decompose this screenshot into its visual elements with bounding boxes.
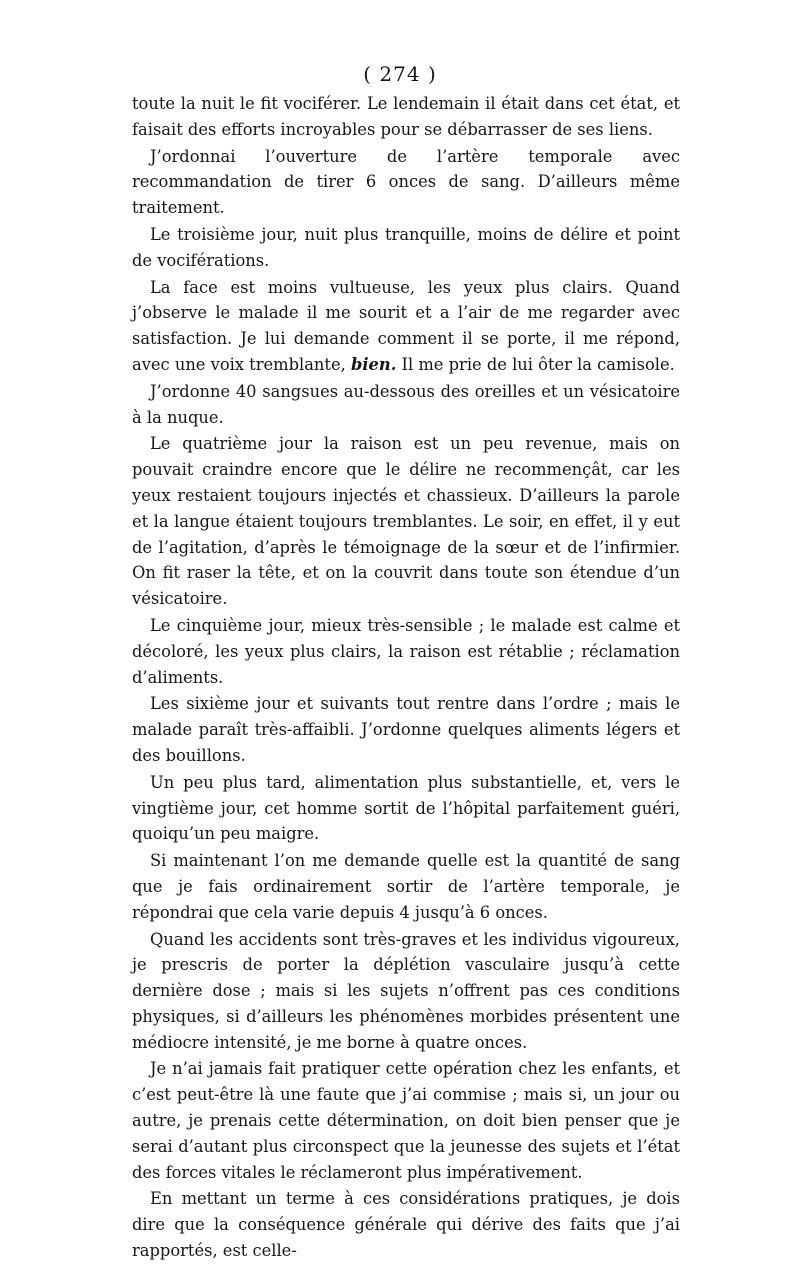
paragraph-sixth-day: Les sixième jour et suivants tout rentre dans l’ordre ; mais le malade paraît très-affaibli. J’ordonne quelques aliments légers et des bouillons. xyxy=(132,694,680,765)
paragraph-face-text: La face est moins vultueuse, les yeux plus clairs. Quand j’observe le malade il me sourit et a l’air de me regarder avec satisfaction. Je lui demande comment il se porte, il me répond, avec une voix tremblante, xyxy=(132,277,680,374)
paragraph-leeches-order: J’ordonne 40 sangsues au-dessous des oreilles et un vésicatoire à la nuque. xyxy=(132,381,680,427)
paragraph-continuation: toute la nuit le fit vociférer. Le lendemain il était dans cet état, et faisait des efforts incroyables pour se débarrasser de ses liens. xyxy=(132,94,680,139)
paragraph-grave-accidents: Quand les accidents sont très-graves et les individus vigoureux, je prescris de porter la déplétion vasculaire jusqu’à cette dernière dose ; mais si les sujets n’offrent pas ces conditions physiques, si d’ailleurs les phénomènes morbides présentent une médiocre intensité, je me borne à quatre onces. xyxy=(132,929,680,1052)
paragraph-conclusion: En mettant un terme à ces considérations pratiques, je dois dire que la conséquence générale qui dérive des faits que j’ai rapportés, est celle- xyxy=(132,1189,680,1261)
page-number: ( 274 ) xyxy=(363,62,437,86)
paragraph-fifth-day: Le cinquième jour, mieux très-sensible ; le malade est calme et décoloré, les yeux plus clairs, la raison est rétablie ; réclamation d’aliments. xyxy=(132,615,680,687)
paragraph-fourth-day: Le quatrième jour la raison est un peu revenue, mais on pouvait craindre encore que le délire ne recommençât, car les yeux restaient toujours injectés et chassieux. D’ailleurs la parole et la langue étaient toujours tremblantes. Le soir, en effet, il y eut de l’agitation, d’après le témoignage de la sœur et de l’infirmier. On fit raser la tête, et on la couvrit dans toute son étendue d’un vésicatoire. xyxy=(132,434,680,609)
paragraph-recovery: Un peu plus tard, alimentation plus substantielle, et, vers le vingtième jour, cet homme sortit de l’hôpital parfaitement guéri, quoiqu’un peu maigre. xyxy=(132,772,680,844)
paragraph-children: Je n’ai jamais fait pratiquer cette opération chez les enfants, et c’est peut-être là une faute que j’ai commise ; mais si, un jour ou autre, je prenais cette détermination, on doit bien penser que je serai d’autant plus circonspect que la jeunesse des sujets et l’état des forces vitales le réclameront plus impérativement. xyxy=(132,1059,680,1182)
paragraph-face-text-end: Il me prie de lui ôter la camisole. xyxy=(396,354,675,374)
paragraph-face-observation xyxy=(132,275,680,378)
paragraph-temporal-artery-order: J’ordonnai l’ouverture de l’artère temporale avec recommandation de tirer 6 onces de sang. D’ailleurs même traitement. xyxy=(132,146,680,218)
paragraph-blood-quantity: Si maintenant l’on me demande quelle est la quantité de sang que je fais ordinairement sortir de l’artère temporale, je répondrai que cela varie depuis 4 jusqu’à 6 onces. xyxy=(132,851,680,922)
emphasized-word: bien. xyxy=(350,354,397,374)
paragraph-third-day: Le troisième jour, nuit plus tranquille, moins de délire et point de vociférations. xyxy=(132,224,680,270)
body-text xyxy=(132,91,680,1264)
